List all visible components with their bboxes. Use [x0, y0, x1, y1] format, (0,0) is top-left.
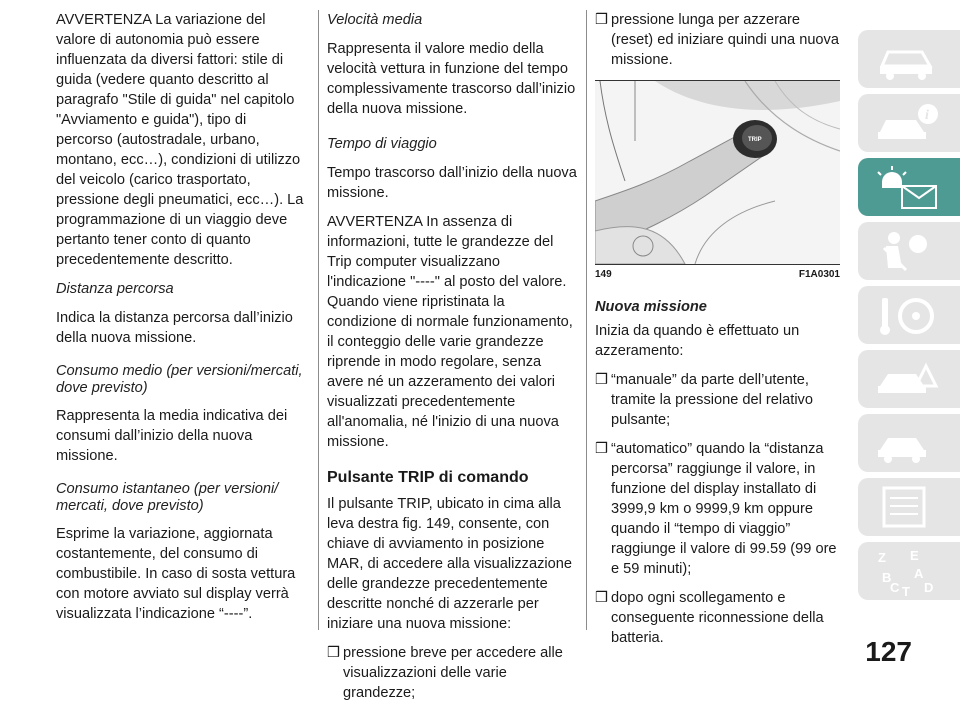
- tempo-viaggio-paragraph: Tempo trascorso dall’inizio della nuova missione.: [327, 165, 577, 201]
- trip-button-figure: [595, 80, 840, 265]
- car-service-icon: [876, 420, 942, 466]
- consumo-medio-heading: Consumo medio (per versioni/mercati, dove previsto): [56, 363, 303, 396]
- tab-safety[interactable]: [858, 222, 960, 280]
- checkbox-bullet-icon: ❒: [595, 12, 609, 28]
- index-letter: C: [890, 580, 900, 595]
- index-letter: T: [902, 584, 910, 598]
- pulsante-trip-heading: Pulsante TRIP di comando: [327, 469, 529, 486]
- avvertenza-autonomia-paragraph: AVVERTENZA La variazione del valore di autonomia può essere influenzata da diversi fattori: stile di guida (vedere quanto descritto al paragrafo "Stile di guida" nel capitolo "Avviamento e guida"), tipo di percorso (autostradale, urbano, montano, ecc…), condizioni di utilizzo del veicolo (carico trasportato, pressione degli pneumatici, ecc…). La programmazione di un viaggio deve pertanto tener conto di quanto precedentemente descritto.: [56, 12, 304, 268]
- bullet-manuale: [595, 370, 840, 430]
- index-letter: D: [924, 580, 934, 595]
- nuova-missione-paragraph: Inizia da quando è effettuato un azzeramento:: [595, 323, 800, 359]
- consumo-medio-paragraph: Rappresenta la media indicativa dei consumi dall’inizio della nuova missione.: [56, 408, 288, 464]
- checkbox-bullet-icon: ❒: [595, 372, 609, 388]
- bullet-text: pressione lunga per azzerare (reset) ed iniziare quindi una nuova missione.: [611, 12, 839, 68]
- column-divider: [318, 10, 319, 630]
- svg-text:i: i: [925, 108, 929, 123]
- pulsante-trip-paragraph: Il pulsante TRIP, ubicato in cima alla leva destra fig. 149, consente, con chiave di avviamento in posizione MAR, di accedere alla visualizzazione delle grandezze precedentemente descritte nonché di azzerarle per iniziare una nuova missione:: [327, 496, 572, 632]
- tab-technical-data[interactable]: [858, 478, 960, 536]
- bullet-text: pressione breve per accedere alle visualizzazioni delle varie grandezze;: [343, 645, 563, 701]
- tab-driving[interactable]: [858, 286, 960, 344]
- index-letter: E: [910, 548, 919, 563]
- bullet-batteria: [595, 588, 840, 648]
- car-dashboard-icon: [876, 36, 942, 82]
- trip-button-label: TRIP: [748, 137, 762, 143]
- tab-index[interactable]: [858, 542, 960, 600]
- warning-light-envelope-icon: [876, 164, 942, 210]
- figure-number: 149: [595, 269, 612, 280]
- tab-car-dashboard[interactable]: [858, 30, 960, 88]
- index-letter: B: [882, 570, 892, 585]
- tab-car-info[interactable]: [858, 94, 960, 152]
- column-1: [56, 10, 306, 633]
- page-number: 127: [865, 636, 912, 667]
- distanza-percorsa-heading: Distanza percorsa: [56, 281, 174, 297]
- column-2: [327, 10, 577, 712]
- consumo-istantaneo-paragraph: Esprime la variazione, aggiornata costantemente, del consumo di combustibile. In caso di sosta vettura con motore avviato sul display verrà visualizzata l’indicazione “----”.: [56, 526, 296, 622]
- checkbox-bullet-icon: ❒: [595, 441, 609, 457]
- column-divider: [586, 10, 587, 630]
- figure-caption: [595, 269, 840, 281]
- tempo-viaggio-heading: Tempo di viaggio: [327, 136, 437, 152]
- bullet-text: dopo ogni scollegamento e conseguente riconnessione della batteria.: [611, 590, 824, 646]
- trip-lever-illustration: [595, 81, 840, 264]
- checkbox-bullet-icon: ❒: [595, 590, 609, 606]
- velocita-media-paragraph: Rappresenta il valore medio della velocità vettura in funzione del tempo complessivamente trascorso dall’inizio della nuova missione.: [327, 41, 576, 117]
- nuova-missione-heading: Nuova missione: [595, 299, 707, 315]
- bullet-pressione-lunga: [595, 10, 840, 70]
- car-breakdown-icon: [876, 356, 942, 402]
- bullet-text: “manuale” da parte dell’utente, tramite la pressione del relativo pulsante;: [611, 372, 813, 428]
- distanza-percorsa-paragraph: Indica la distanza percorsa dall’inizio della nuova missione.: [56, 310, 293, 346]
- consumo-istantaneo-heading: Consumo istantaneo (per versioni/ mercati, dove previsto): [56, 481, 279, 514]
- bullet-text: “automatico” quando la “distanza percorsa” raggiunge il valore, in funzione del display installato di 3999,9 km o 9999,9 km oppure quando il “tempo di viaggio” raggiunge il valore di 99.59 (99 ore e 59 minuti);: [611, 441, 837, 577]
- index-letter: A: [914, 566, 924, 581]
- tab-maintenance[interactable]: [858, 414, 960, 472]
- checkbox-bullet-icon: ❒: [327, 645, 341, 661]
- technical-data-icon: [876, 484, 942, 530]
- velocita-media-heading: Velocità media: [327, 12, 423, 28]
- bullet-pressione-breve: [327, 643, 577, 703]
- airbag-seat-icon: [876, 228, 942, 274]
- car-info-icon: [876, 100, 942, 146]
- avvertenza-trip-paragraph: AVVERTENZA In assenza di informazioni, tutte le grandezze del Trip computer visualizzano l'indicazione "----" al posto del valore. Quando viene ripristinata la condizione di normale funzionamento, il conteggio delle varie grandezze riprende in modo regolare, senza avere né un azzeramento dei valori visualizzati precedentemente all'anomalia, né l'inizio di una nuova missione.: [327, 214, 573, 450]
- column-3: [595, 10, 840, 657]
- tab-warning-lights[interactable]: [858, 158, 960, 216]
- alphabetical-index-icon: [876, 548, 942, 598]
- bullet-automatico: [595, 439, 840, 579]
- steering-wheel-tools-icon: [876, 292, 942, 338]
- index-letter: Z: [878, 550, 886, 565]
- figure-code: F1A0301: [798, 269, 840, 280]
- tab-emergency[interactable]: [858, 350, 960, 408]
